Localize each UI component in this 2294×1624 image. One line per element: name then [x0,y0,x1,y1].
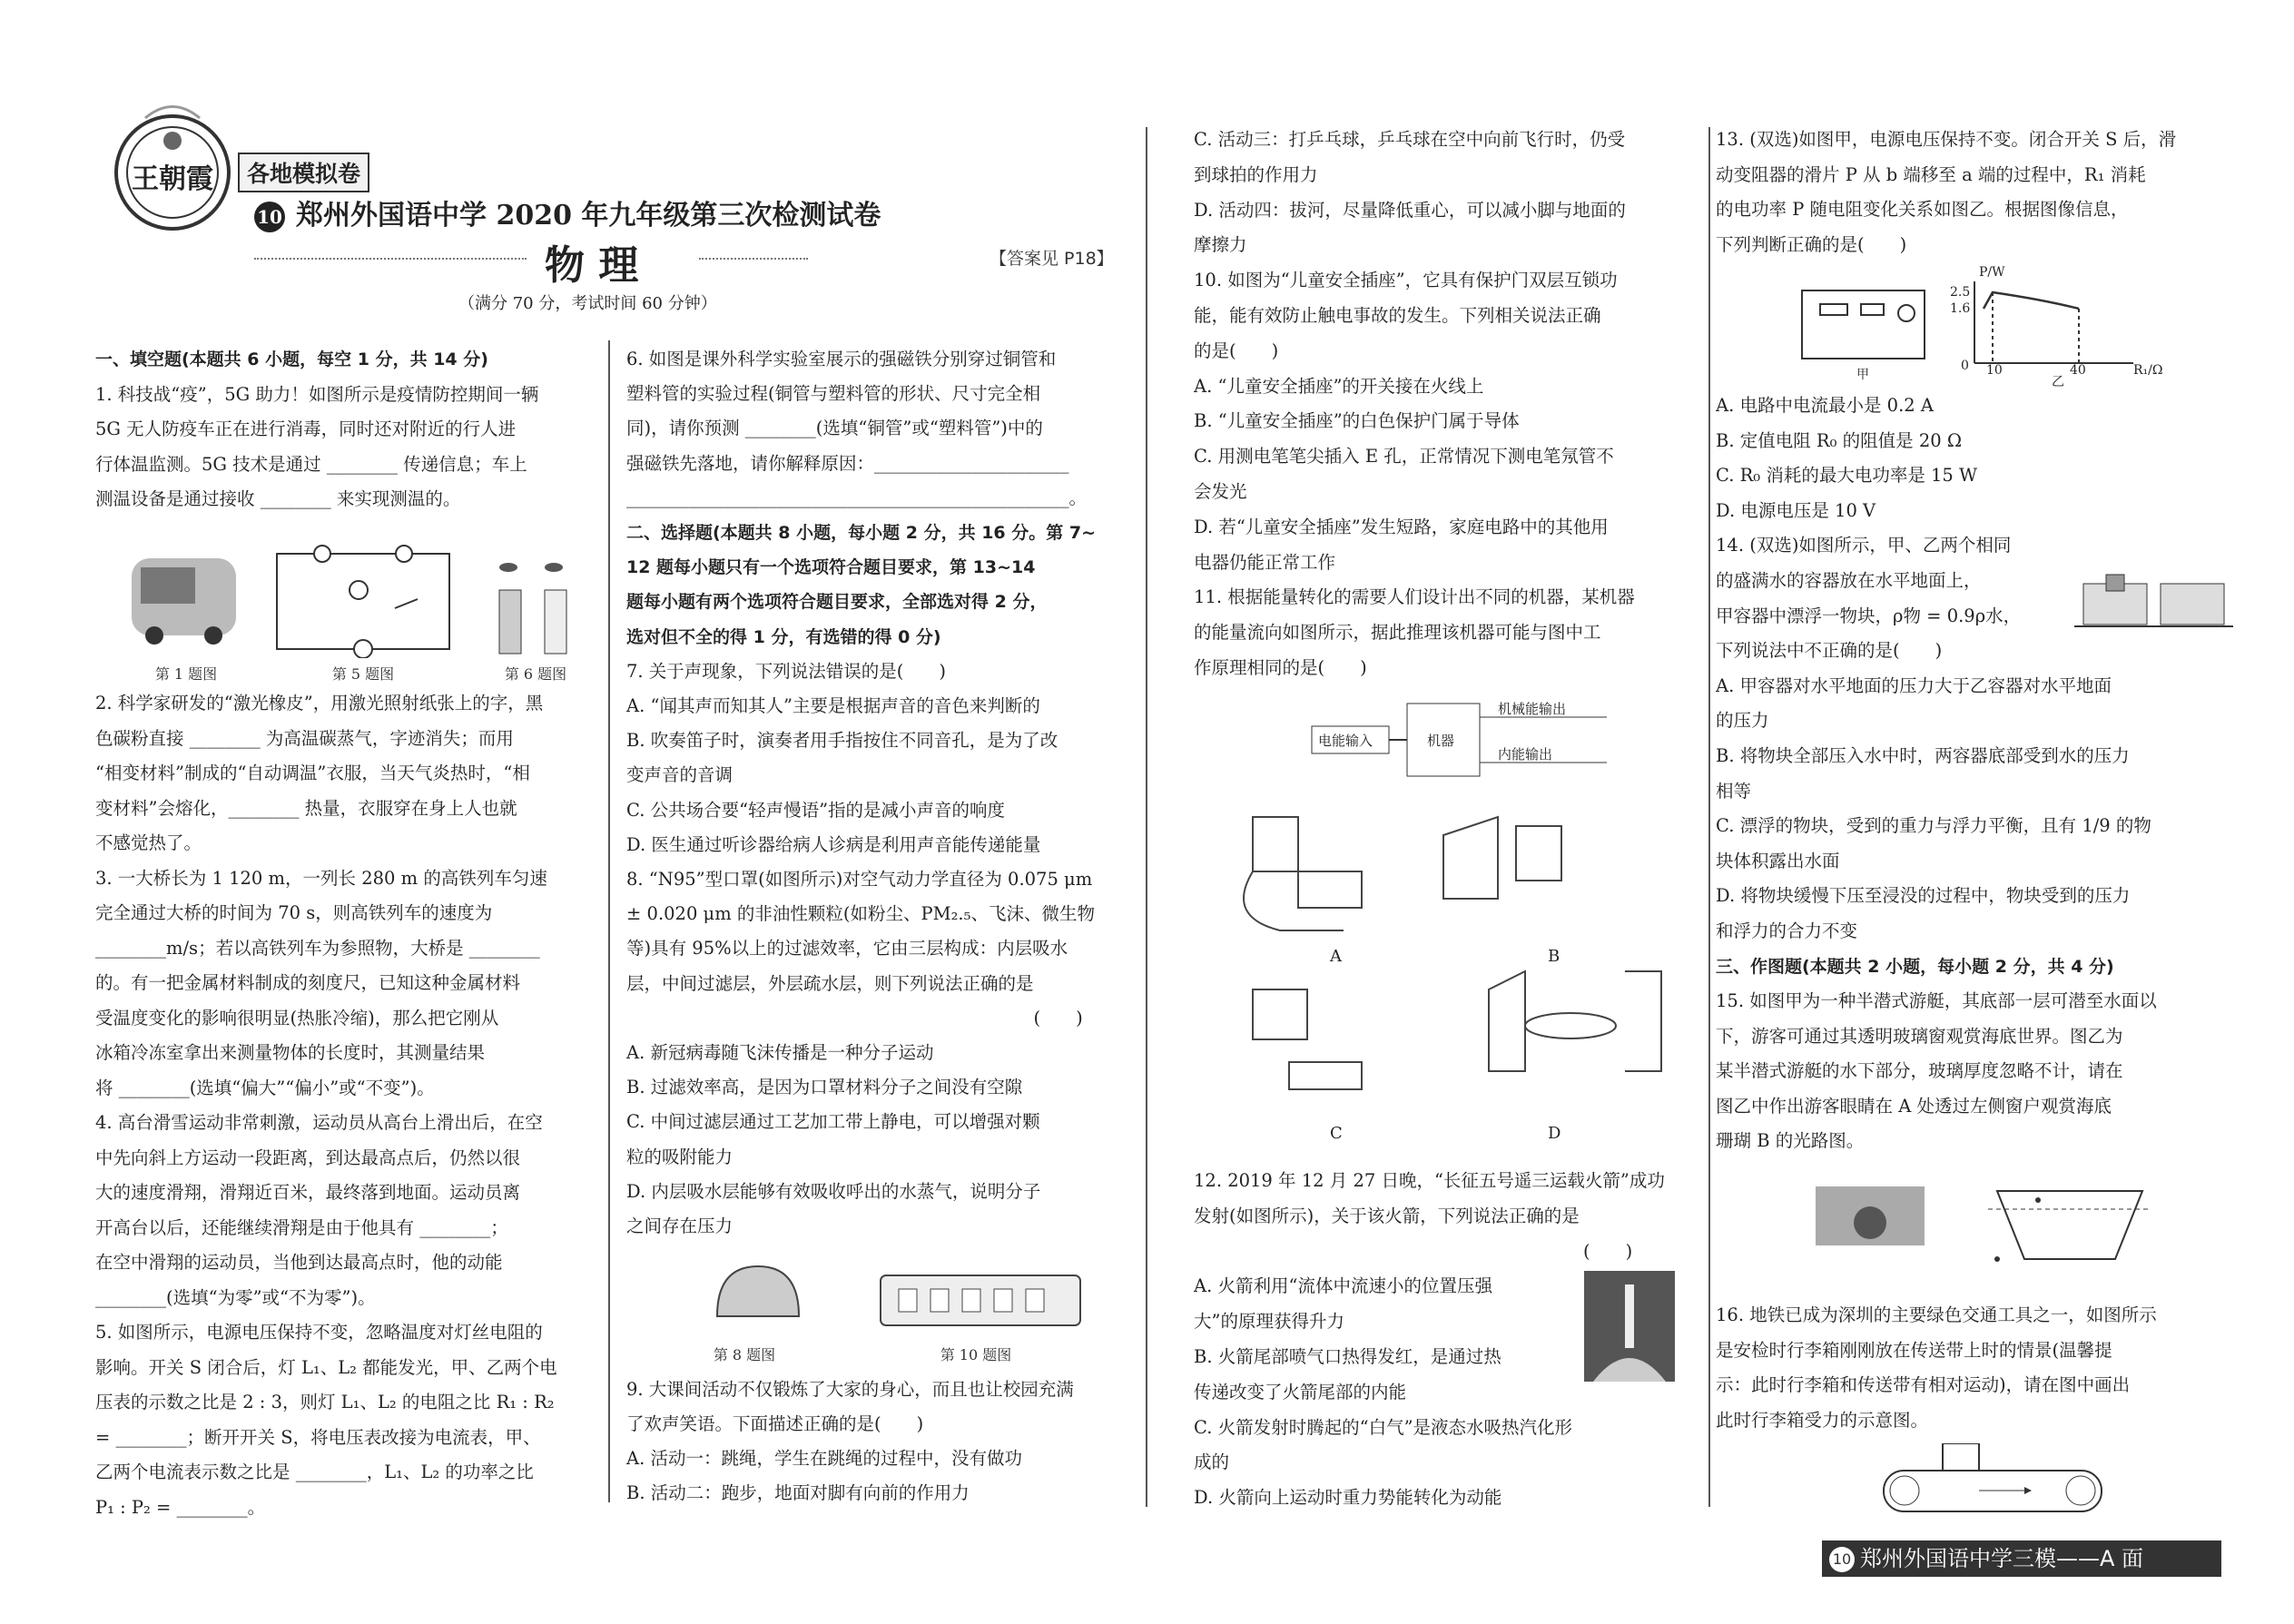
text-line: 2. 科学家研发的“激光橡皮”，用激光照射纸张上的字，黑 [95,693,544,714]
text-line: B. 将物块全部压入水中时，两容器底部受到水的压力 [1716,744,2130,766]
text-line: 了欢声笑语。下面描述正确的是( ) [626,1413,924,1434]
text-line: B. 吹奏笛子时，演奏者用手指按住不同音孔，是为了改 [626,730,1058,752]
text-line: 之间存在压力 [626,1216,733,1237]
text-line: B. 火箭尾部喷气口热得发红，是通过热 [1194,1345,1501,1367]
text-line: 15. 如图甲为一种半潜式游艇，其底部一层可潜至水面以 [1716,990,2157,1012]
text-line: ± 0.020 μm 的非油性颗粒(如粉尘、PM₂.₅、飞沫、微生物 [626,903,1095,925]
text-line: 乙两个电流表示数之比是 ________，L₁、L₂ 的功率之比 [95,1462,534,1482]
badge-text: 各地模拟卷 [247,161,361,187]
text-line: 1. 科技战“疫”，5G 助力！如图所示是疫情防控期间一辆 [95,383,539,405]
text-line: 一、填空题(本题共 6 小题，每空 1 分，共 14 分) [95,349,488,369]
caption-yi: 乙 [2052,375,2064,389]
text-line: 示：此时行李箱和传送带有相对运动)，请在图中画出 [1716,1374,2131,1395]
text-line: 变材料”会熔化，________ 热量，衣服穿在身上人也就 [95,797,517,819]
flow-out-mechanical: 机械能输出 [1498,701,1567,717]
option-label-b: B [1548,947,1561,966]
text-line: __________________________________________________。 [626,487,1087,508]
text-line: 动变阻器的滑片 P 从 b 端移至 a 端的过程中，R₁ 消耗 [1716,163,2146,185]
text-line: 14. (双选)如图所示，甲、乙两个相同 [1716,535,2012,556]
text-line: 题每小题有两个选项符合题目要求，全部选对得 2 分， [626,592,1048,613]
text-line: 粒的吸附能力 [626,1146,733,1167]
column-4 [1716,123,2224,262]
exam-title-text: 郑州外国语中学 2020 年九年级第三次检测试卷 [296,200,881,231]
text-line: 相等 [1716,780,1752,802]
text-line: 的盛满水的容器放在水平地面上， [1716,569,1982,591]
text-line: 的压力 [1716,710,1769,732]
graph-x-label: R₁/Ω [2133,363,2163,378]
text-line: D. 若“儿童安全插座”发生短路，家庭电路中的其他用 [1194,516,1609,537]
graph-y-label: P/W [1979,265,2005,280]
exam-number-badge: 10 [254,202,285,232]
text-line: ________(选填“为零”或“不为零”)。 [95,1286,376,1308]
caption-jia: 甲 [1856,368,1869,382]
text-line: 传递改变了火箭尾部的内能 [1194,1381,1407,1403]
exam-info: （满分 70 分，考试时间 60 分钟） [458,294,717,313]
text-line: 发射(如图所示)，关于该火箭，下列说法正确的是 [1194,1205,1580,1226]
caption-q5: 第 5 题图 [331,665,395,683]
text-line: A. 甲容器对水平地面的压力大于乙容器对水平地面 [1716,674,2112,696]
column-4-middle [1716,389,2224,1159]
text-line: C. 火箭发射时腾起的“白气”是液态水吸热汽化形 [1194,1416,1573,1438]
text-line: 色碳粉直接 ________ 为高温碳蒸气，字迹消失；而用 [95,727,514,749]
q14-containers [2074,570,2233,634]
text-line: 11. 根据能量转化的需要人们设计出不同的机器，某机器 [1194,586,1635,608]
text-line: 将 ________(选填“偏大”“偏小”或“不变”)。 [95,1077,435,1098]
text-line: 选对但不全的得 1 分，有选错的得 0 分) [626,626,941,647]
text-line: 和浮力的合力不变 [1716,920,1858,941]
exam-title [254,192,881,232]
text-line: 冰箱冷冻室拿出来测量物体的长度时，其测量结果 [95,1042,486,1063]
answer-reference: 【答案见 P18】 [989,249,1114,269]
option-label-d: D [1548,1124,1561,1143]
caption-q6: 第 6 题图 [504,665,567,683]
text-line: 5. 如图所示，电源电压保持不变，忽略温度对灯丝电阻的 [95,1322,543,1343]
text-line: 塑料管的实验过程(铜管与塑料管的形状、尺寸完全相 [626,383,1041,405]
text-line: 块体积露出水面 [1716,850,1840,871]
text-line: 同)，请你预测 ________(选填“铜管”或“塑料管”)中的 [626,418,1043,439]
text-line: A. 电路中电流最小是 0.2 A [1716,395,1934,416]
text-line: 16. 地铁已成为深圳的主要绿色交通工具之一，如图所示 [1716,1304,2157,1325]
q13-figures [1752,265,2206,389]
text-line: 图乙中作出游客眼睛在 A 处透过左侧窗户观赏海底 [1716,1095,2112,1117]
text-line: = ________；断开开关 S，将电压表改接为电流表，甲、 [95,1426,541,1448]
text-line: A. 新冠病毒随飞沫传播是一种分子运动 [626,1042,934,1064]
graph-x-tick-2: 40 [2070,363,2086,378]
text-line: 不感觉热了。 [95,832,202,853]
subject-title: 物 理 [545,242,639,289]
text-line: 9. 大课间活动不仅锻炼了大家的身心，而且也让校园充满 [626,1379,1074,1400]
text-line: C. 用测电笔笔尖插入 E 孔，正常情况下测电笔氖管不 [1194,446,1614,468]
text-line: 6. 如图是课外科学实验室展示的强磁铁分别穿过铜管和 [626,349,1057,369]
graph-y-tick-2: 1.6 [1950,301,1971,316]
column-divider-2 [1146,127,1147,1507]
text-line: 中先向斜上方运动一段距离，到达最高点后，仍然以很 [95,1147,521,1168]
column-3 [1194,123,1702,686]
text-line: 4. 高台滑雪运动非常刺激，运动员从高台上滑出后，在空 [95,1112,543,1133]
text-line: 影响。开关 S 闭合后，灯 L₁、L₂ 都能发光，甲、乙两个电 [95,1356,557,1378]
column-divider-1 [608,340,610,1502]
column-4-lower [1716,1298,2224,1438]
text-line: 大”的原理获得升力 [1194,1311,1344,1333]
text-line: 的电功率 P 随电阻变化关系如图乙。根据图像信息， [1716,199,2129,220]
column-divider-3 [1708,127,1710,1507]
flow-machine: 机器 [1427,733,1455,749]
text-line: 压表的示数之比是 2 : 3，则灯 L₁、L₂ 的电阻之比 R₁ : R₂ [95,1392,555,1412]
text-line: 7. 关于声现象，下列说法错误的是( ) [626,660,947,682]
text-line: 开高台以后，还能继续滑翔是由于他具有 ________； [95,1216,508,1238]
footer-bar [1822,1540,2221,1577]
text-line: ( ) [1194,1240,1633,1262]
text-line: B. 活动二：跑步，地面对脚有向前的作用力 [626,1482,970,1503]
text-line: 12. 2019 年 12 月 27 日晚，“长征五号遥三运载火箭”成功 [1194,1170,1665,1191]
option-label-a: A [1330,947,1342,966]
text-line: 5G 无人防疫车正在进行消毒，同时还对附近的行人进 [95,418,517,439]
text-line: 13. (双选)如图甲，电源电压保持不变。闭合开关 S 后，滑 [1716,129,2177,150]
text-line: 二、选择题(本题共 8 小题，每小题 2 分，共 16 分。第 7~ [626,523,1097,544]
column-1 [95,342,590,517]
publisher-logo [109,100,236,236]
q8-q10-figures [690,1253,1108,1343]
flow-out-internal: 内能输出 [1498,746,1553,763]
text-line: C. 公共场合要“轻声慢语”指的是减小声音的响度 [626,799,1006,821]
text-line: “相变材料”制成的“自动调温”衣服，当天气炎热时，“相 [95,763,530,783]
text-line: 此时行李箱受力的示意图。 [1716,1409,1929,1431]
text-line: P₁ : P₂ = ________。 [95,1496,266,1518]
text-line: 等)具有 95%以上的过滤效率，它由三层构成：内层吸水 [626,938,1068,960]
text-line: 的能量流向如图所示，据此推理该机器可能与图中工 [1194,622,1601,644]
text-line: 摩擦力 [1194,234,1247,256]
graph-origin: 0 [1961,359,1969,373]
text-line: B. 过滤效率高，是因为口罩材料分子之间没有空隙 [626,1077,1023,1098]
text-line: 10. 如图为“儿童安全插座”，它具有保护门双层互锁功 [1194,270,1618,291]
caption-q10: 第 10 题图 [940,1346,1012,1363]
text-line: 下列说法中不正确的是( ) [1716,640,1943,662]
subject-rule [254,258,527,260]
caption-q8: 第 8 题图 [713,1346,776,1363]
subject-rule-right [699,258,808,260]
text-line: A. “闻其声而知其人”主要是根据声音的音色来判断的 [626,695,1040,717]
text-line: 8. “N95”型口罩(如图所示)对空气动力学直径为 0.075 μm [626,869,1093,891]
text-line: 受温度变化的影响很明显(热胀冷缩)，那么把它刚从 [95,1007,499,1029]
text-line: 作原理相同的是( ) [1194,656,1367,678]
text-line: 大的速度滑翔，滑翔近百米，最终落到地面。运动员离 [95,1182,521,1203]
text-line: 测温设备是通过接收 ________ 来实现测温的。 [95,488,461,509]
q11-options-figures [1226,799,1698,1162]
text-line: 12 题每小题只有一个选项符合题目要求，第 13~14 [626,557,1036,578]
column-2 [626,342,1126,1244]
q11-energy-flow [1307,699,1616,790]
column-1-lower [95,686,590,1525]
text-line: ________m/s；若以高铁列车为参照物，大桥是 ________ [95,937,540,959]
text-line: D. 火箭向上运动时重力势能转化为动能 [1194,1487,1502,1509]
text-line: 强磁铁先落地，请你解释原因：______________________ [626,452,1069,474]
text-line: D. 医生通过听诊器给病人诊病是利用声音能传递能量 [626,833,1041,855]
text-line: D. 内层吸水层能够有效吸收呼出的水蒸气，说明分子 [626,1180,1041,1202]
q12-rocket-photo [1584,1271,1675,1382]
text-line: 下，游客可通过其透明玻璃窗观赏海底世界。图乙为 [1716,1025,2123,1047]
q15-figures [1816,1182,2197,1282]
text-line: 电器仍能正常工作 [1194,551,1336,573]
text-line: B. 定值电阻 R₀ 的阻值是 20 Ω [1716,429,1963,451]
caption-q1: 第 1 题图 [154,665,218,683]
text-line: 行体温监测。5G 技术是通过 ________ 传递信息；车上 [95,453,527,475]
text-line: 到球拍的作用力 [1194,163,1318,185]
text-line: 会发光 [1194,480,1247,502]
text-line: 某半潜式游艇的水下部分，玻璃厚度忽略不计，请在 [1716,1060,2123,1082]
text-line: A. 活动一：跳绳，学生在跳绳的过程中，没有做功 [626,1448,1022,1469]
text-line: 的。有一把金属材料制成的刻度尺，已知这种金属材料 [95,972,521,993]
text-line: 甲容器中漂浮一物块，ρ物 = 0.9ρ水， [1716,605,2022,626]
text-line: D. 活动四：拔河，尽量降低重心，可以减小脚与地面的 [1194,199,1626,221]
q1-figures [127,540,590,676]
text-line: C. 中间过滤层通过工艺加工带上静电，可以增强对颗 [626,1111,1040,1133]
footer-number: 10 [1829,1547,1855,1572]
graph-x-tick-1: 10 [1986,363,2003,378]
flow-input: 电能输入 [1318,733,1373,749]
text-line: ( ) [626,1007,1083,1029]
text-line: 层，中间过滤层，外层疏水层，则下列说法正确的是 [626,972,1034,994]
graph-y-tick-1: 2.5 [1950,285,1971,300]
text-line: 在空中滑翔的运动员，当他到达最高点时，他的动能 [95,1252,503,1273]
column-2-lower [626,1373,1126,1511]
text-line: 是安检时行李箱刚刚放在传送带上时的情景(温馨提 [1716,1339,2112,1361]
text-line: A. “儿童安全插座”的开关接在火线上 [1194,375,1484,397]
text-line: C. R₀ 消耗的最大电功率是 15 W [1716,465,1978,487]
text-line: 能，能有效防止触电事故的发生。下列相关说法正确 [1194,304,1601,326]
logo-text: 王朝霞 [132,163,213,195]
text-line: A. 火箭利用“流体中流速小的位置压强 [1194,1275,1492,1297]
footer-text: 郑州外国语中学三模——A 面 [1860,1546,2144,1571]
text-line: 珊瑚 B 的光路图。 [1716,1130,1865,1152]
text-line: 3. 一大桥长为 1 120 m，一列长 280 m 的高铁列车匀速 [95,867,547,889]
text-line: 三、作图题(本题共 2 小题，每小题 2 分，共 4 分) [1716,956,2114,977]
text-line: 成的 [1194,1452,1230,1473]
text-line: 完全通过大桥的时间为 70 s，则高铁列车的速度为 [95,902,493,923]
text-line: D. 将物块缓慢下压至浸没的过程中，物块受到的压力 [1716,885,2131,907]
section-badge [238,153,369,192]
option-label-c: C [1330,1124,1343,1143]
text-line: D. 电源电压是 10 V [1716,499,1876,521]
text-line: C. 漂浮的物块，受到的重力与浮力平衡，且有 1/9 的物 [1716,815,2151,837]
text-line: B. “儿童安全插座”的白色保护门属于导体 [1194,410,1520,432]
q16-conveyor [1879,1443,2106,1516]
text-line: C. 活动三：打乒乓球，乒乓球在空中向前飞行时，仍受 [1194,129,1626,150]
text-line: 的是( ) [1194,340,1279,361]
text-line: 下列判断正确的是( ) [1716,233,1907,255]
text-line: 变声音的音调 [626,764,733,786]
